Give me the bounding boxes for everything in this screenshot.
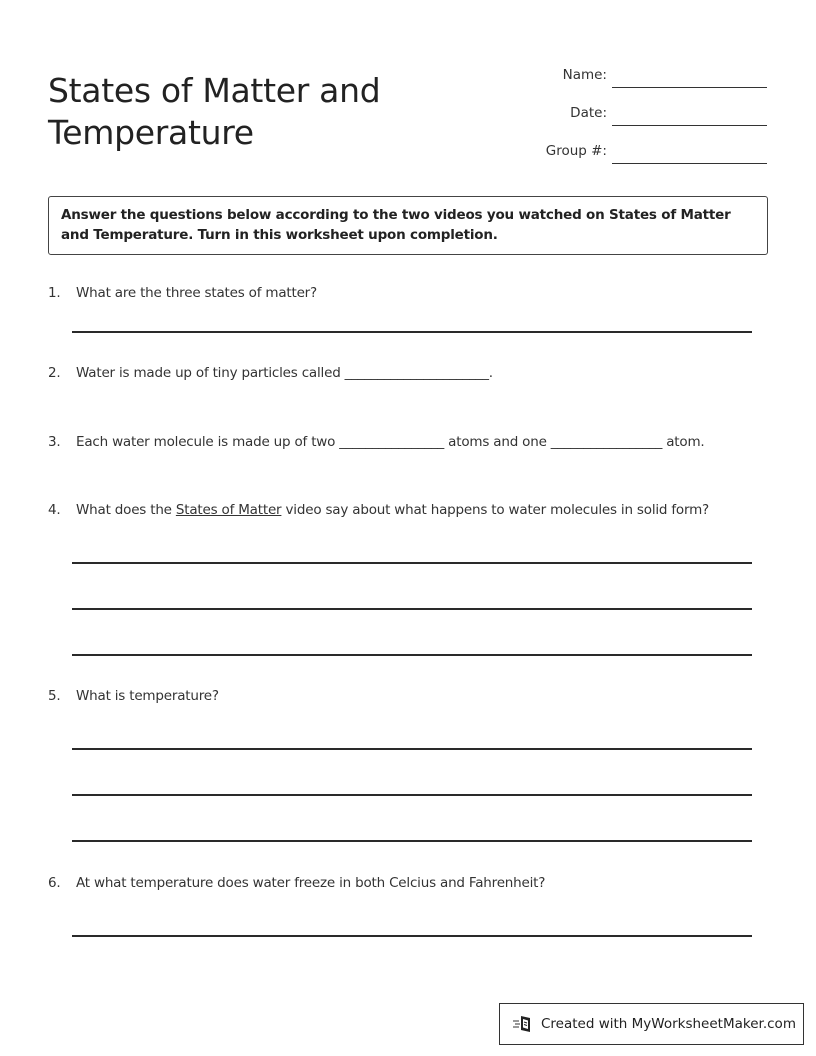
date-input-line[interactable]: [612, 103, 767, 126]
question-4: [48, 501, 768, 519]
question-number: 4.: [48, 502, 61, 518]
date-field[interactable]: [507, 88, 767, 126]
worksheet-title: States of Matter and Temperature: [48, 71, 381, 153]
question-text: Water is made up of tiny particles called ______________________.: [76, 365, 493, 381]
video-title-link: States of Matter: [175, 502, 282, 518]
answer-line[interactable]: [72, 794, 752, 796]
question-text-before: What does the: [76, 502, 176, 518]
question-6: [48, 874, 768, 892]
created-with-badge[interactable]: [499, 1003, 804, 1045]
question-text: [76, 502, 709, 518]
created-with-text: Created with MyWorksheetMaker.com: [541, 1016, 796, 1032]
question-number: 5.: [48, 688, 61, 704]
group-field[interactable]: [507, 126, 767, 164]
question-3: [48, 433, 768, 451]
question-1: [48, 284, 768, 302]
group-input-line[interactable]: [612, 141, 767, 164]
question-number: 1.: [48, 285, 61, 301]
question-text: Each water molecule is made up of two ________________ atoms and one _________________ atom.: [76, 434, 705, 450]
instructions-box: Answer the questions below according to the two videos you watched on States of Matter and Temperature. Turn in this worksheet upon completion.: [48, 196, 768, 255]
question-2: [48, 364, 768, 382]
answer-line[interactable]: [72, 608, 752, 610]
question-number: 3.: [48, 434, 61, 450]
name-label: Name:: [562, 67, 607, 83]
name-field[interactable]: [507, 50, 767, 88]
answer-line[interactable]: [72, 331, 752, 333]
question-text: What are the three states of matter?: [76, 285, 317, 301]
question-number: 6.: [48, 875, 61, 891]
answer-line[interactable]: [72, 654, 752, 656]
answer-line[interactable]: [72, 935, 752, 937]
answer-line[interactable]: [72, 562, 752, 564]
name-input-line[interactable]: [612, 65, 767, 88]
question-text: What is temperature?: [76, 688, 219, 704]
question-5: [48, 687, 768, 705]
worksheet-maker-logo-icon: [512, 1014, 534, 1034]
answer-line[interactable]: [72, 840, 752, 842]
question-text-after: video say about what happens to water molecules in solid form?: [281, 502, 710, 518]
answer-line[interactable]: [72, 748, 752, 750]
student-info-fields: [507, 50, 767, 164]
date-label: Date:: [570, 105, 607, 121]
group-label: Group #:: [545, 143, 607, 159]
question-text: At what temperature does water freeze in both Celcius and Fahrenheit?: [76, 875, 546, 891]
question-number: 2.: [48, 365, 61, 381]
